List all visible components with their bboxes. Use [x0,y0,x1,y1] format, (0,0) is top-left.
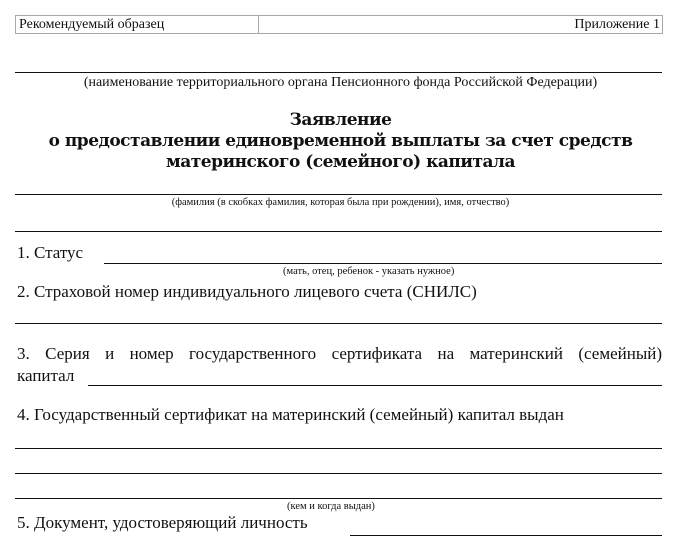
identity-document-label: 5. Документ, удостоверяющий личность [17,513,308,532]
status-field[interactable] [104,263,662,264]
fio-field-line2[interactable] [15,231,662,232]
certificate-issued-hint: (кем и когда выдан) [287,501,375,512]
status-label: 1. Статус [17,243,84,262]
recommended-sample-label: Рекомендуемый образец [16,16,259,33]
organ-name-caption: (наименование территориального органа Пенсионного фонда Российской Федерации) [83,75,598,90]
header-table [15,15,663,34]
document-subtitle-line1: о предоставлении единовременной выплаты за счет средств [48,131,633,151]
certificate-issued-label: 4. Государственный сертификат на материнский (семейный) капитал выдан [17,405,564,424]
status-hint: (мать, отец, ребенок - указать нужное) [283,266,455,277]
document-title: Заявление [289,110,392,130]
certificate-issued-field-line3[interactable] [15,498,662,499]
certificate-number-label-cont: капитал [17,366,75,385]
fio-field[interactable] [15,194,662,195]
certificate-number-label: 3. Серия и номер государственного сертификата на материнский (семейный) [17,344,662,363]
document-subtitle-line2: материнского (семейного) капитала [165,152,515,172]
fio-caption: (фамилия (в скобках фамилия, которая была при рождении), имя, отчество) [171,197,510,208]
certificate-issued-field-line2[interactable] [15,473,662,474]
snils-label: 2. Страховой номер индивидуального лицевого счета (СНИЛС) [17,282,477,301]
organ-name-field[interactable] [15,72,662,73]
certificate-number-field[interactable] [88,385,662,386]
snils-field[interactable] [15,323,662,324]
identity-document-field[interactable] [350,535,662,536]
appendix-label: Приложение 1 [574,17,660,32]
certificate-issued-field-line1[interactable] [15,448,662,449]
